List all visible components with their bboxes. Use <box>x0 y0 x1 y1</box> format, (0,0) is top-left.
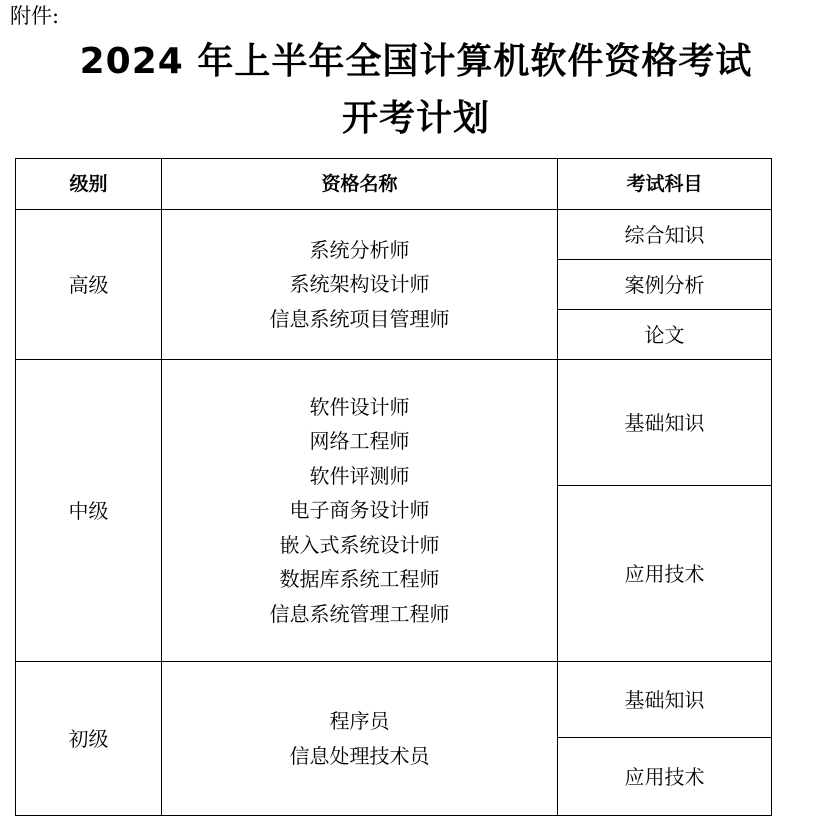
header-qualification: 资格名称 <box>162 159 558 210</box>
qualification-item: 软件设计师 <box>309 394 410 419</box>
subject-cell: 综合知识 <box>558 210 772 260</box>
attachment-label: 附件: <box>10 4 60 28</box>
qualification-item: 系统架构设计师 <box>289 272 430 297</box>
qualification-item: 嵌入式系统设计师 <box>279 532 440 557</box>
qualification-cell-intermediate <box>162 360 558 662</box>
subject-cell: 论文 <box>558 310 772 360</box>
qualification-item: 信息处理技术员 <box>289 743 430 768</box>
header-subject: 考试科目 <box>558 159 772 210</box>
qualification-item: 系统分析师 <box>309 237 410 262</box>
table-row <box>16 360 772 486</box>
exam-plan-table <box>15 158 772 816</box>
qualification-item: 信息系统管理工程师 <box>269 601 450 626</box>
qualification-item: 软件评测师 <box>309 463 410 488</box>
subject-cell: 应用技术 <box>558 738 772 816</box>
header-level: 级别 <box>16 159 162 210</box>
qualification-item: 程序员 <box>329 709 390 733</box>
page-subtitle: 开考计划 <box>341 98 490 139</box>
subject-cell: 应用技术 <box>558 486 772 662</box>
table-row <box>16 662 772 738</box>
subject-cell: 案例分析 <box>558 260 772 310</box>
qualification-item: 电子商务设计师 <box>289 498 430 523</box>
qualification-item: 数据库系统工程师 <box>279 567 440 592</box>
level-cell-intermediate: 中级 <box>16 360 162 662</box>
subject-cell: 基础知识 <box>558 360 772 486</box>
subject-cell: 基础知识 <box>558 662 772 738</box>
page-title: 2024 年上半年全国计算机软件资格考试 <box>79 41 753 82</box>
level-cell-senior: 高级 <box>16 210 162 360</box>
qualification-cell-junior <box>162 662 558 816</box>
qualification-item: 网络工程师 <box>309 429 410 454</box>
table-row <box>16 210 772 260</box>
level-cell-junior: 初级 <box>16 662 162 816</box>
table-header-row <box>16 159 772 210</box>
qualification-cell-senior <box>162 210 558 360</box>
qualification-item: 信息系统项目管理师 <box>269 306 450 331</box>
